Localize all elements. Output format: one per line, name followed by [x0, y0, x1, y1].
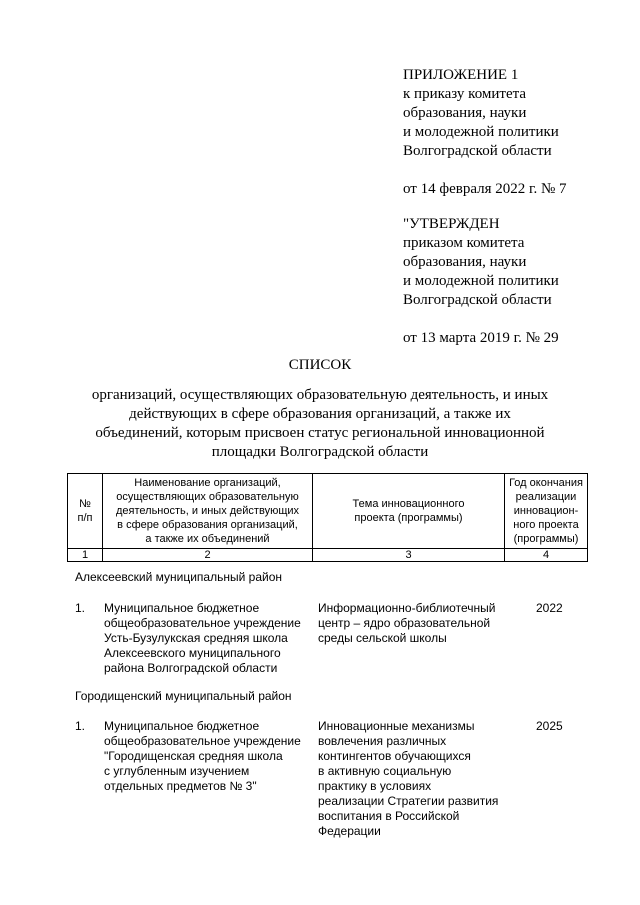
appendix-line: Волгоградской области — [403, 143, 552, 159]
table-header — [67, 473, 588, 562]
appendix-line: и молодежной политики — [403, 124, 559, 140]
approved-line: образования, науки — [403, 254, 527, 270]
approved-line: Волгоградской области — [403, 292, 552, 308]
document-title: СПИСОК — [288, 357, 352, 373]
column-number: 3 — [405, 549, 412, 561]
column-number: 1 — [81, 549, 89, 561]
column-number: 4 — [542, 549, 550, 561]
row-year: 2025 — [536, 719, 563, 733]
header-topic: Тема инновационного проекта (программы) — [352, 498, 465, 524]
approved-line: "УТВЕРЖДЕН — [403, 216, 500, 232]
header-year: Год окончания реализации инновацион- ного проекта (программы) — [509, 477, 583, 545]
approved-line: приказом комитета — [403, 235, 525, 251]
appendix-block — [403, 66, 567, 348]
row-organization: Муниципальное бюджетное общеобразовательное учреждение Усть-Бузулукская средняя школа Алексеевского муниципального района Волгоградской области — [104, 601, 301, 675]
row-organization: Муниципальное бюджетное общеобразовательное учреждение "Городищенская средняя школа с углубленным изучением отдельных предметов № 3" — [104, 719, 301, 793]
row-number: 1. — [75, 719, 86, 733]
approved-line: и молодежной политики — [403, 273, 559, 289]
appendix-date: от 14 февраля 2022 г. № 7 — [403, 181, 567, 197]
column-number: 2 — [204, 549, 211, 561]
row-year: 2022 — [536, 601, 563, 615]
row-number: 1. — [75, 601, 86, 615]
row-topic: Инновационные механизмы вовлечения различных контингентов обучающихся в активную социальную практику в условиях реализации Стратегии развития воспитания в Российской Федерации — [318, 719, 499, 838]
approved-date: от 13 марта 2019 г. № 29 — [403, 330, 559, 346]
appendix-line: ПРИЛОЖЕНИЕ 1 — [403, 67, 519, 83]
district-heading: Алексеевский муниципальный район — [75, 570, 282, 584]
header-number: № п/п — [77, 498, 93, 524]
appendix-line: к приказу комитета — [403, 86, 527, 102]
row-topic: Информационно-библиотечный центр – ядро образовательной среды сельской школы — [318, 601, 496, 645]
header-organization: Наименование организаций, осуществляющих образовательную деятельность, и иных действующих в сфере образования организаций, а также их объединений — [115, 477, 300, 545]
document-subtitle: организаций, осуществляющих образовательную деятельность, и иных действующих в сфере образования организаций, а также их объединений, которым присвоен статус региональной инновационной площадки Волгоградской области — [91, 387, 549, 460]
district-heading: Городищенский муниципальный район — [75, 689, 292, 703]
appendix-line: образования, науки — [403, 105, 527, 121]
